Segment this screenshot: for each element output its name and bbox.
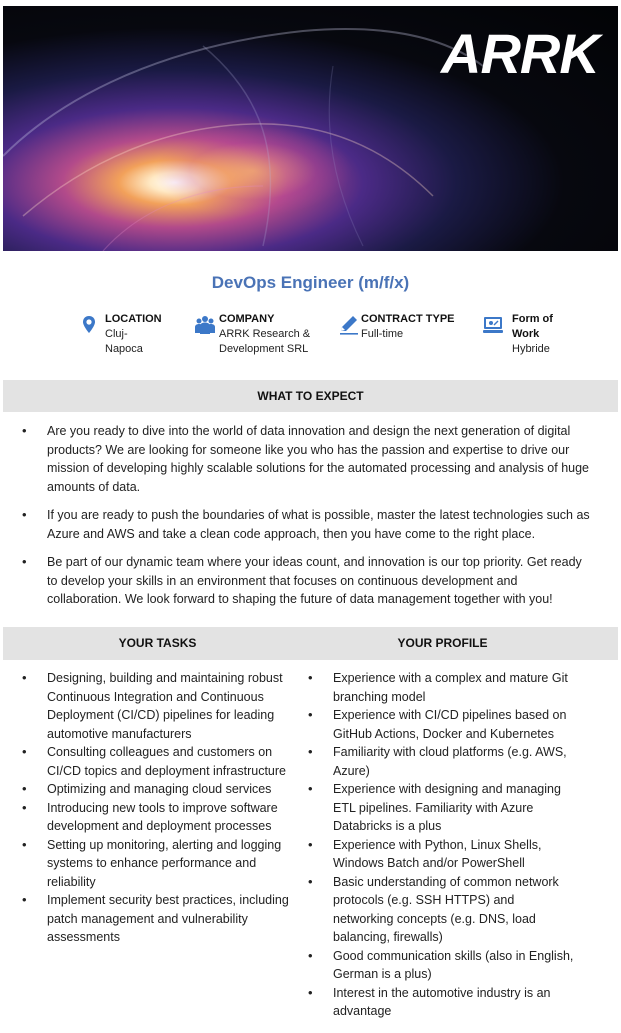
fact-company-value: ARRK Research & Development SRL: [219, 328, 311, 355]
fact-location-label: LOCATION: [105, 313, 162, 325]
your-profile-list: [333, 669, 578, 1021]
job-title: DevOps Engineer (m/f/x): [211, 273, 410, 292]
what-to-expect-list: [47, 422, 595, 619]
list-item: • Experience with CI/CD pipelines based on GitHub Actions, Docker and Kubernetes: [333, 706, 578, 743]
list-item: • If you are ready to push the boundaries of what is possible, master the latest technologies such as Azure and AWS and take a clean code approach, then you have come to the right place.: [47, 506, 595, 543]
fact-form-of-work-label: Form of Work: [512, 313, 553, 340]
list-item: • Introducing new tools to improve software development and deployment processes: [47, 799, 302, 836]
job-facts: [0, 312, 621, 362]
list-item: • Designing, building and maintaining robust Continuous Integration and Continuous Deployment (CI/CD) pipelines for leading automotive manufacturers: [47, 669, 302, 743]
list-item: • Basic understanding of common network protocols (e.g. SSH HTTPS) and networking concepts (e.g. DNS, load balancing, firewalls): [333, 873, 578, 947]
your-tasks-list: [47, 669, 302, 947]
list-item: • Interest in the automotive industry is an advantage: [333, 984, 578, 1021]
list-item: • Implement security best practices, including patch management and vulnerability assessments: [47, 891, 302, 947]
list-item: • Are you ready to dive into the world of data innovation and design the next generation of digital products? We are looking for someone like you who has the passion and expertise to drive our mission of developing highly scalable solutions for the automated processing and analysis of huge amounts of data.: [47, 422, 595, 496]
your-profile-heading: YOUR PROFILE: [397, 636, 488, 650]
fact-contract-value: Full-time: [361, 328, 404, 340]
section-header-tasks-profile: [3, 627, 618, 660]
list-item: • Setting up monitoring, alerting and logging systems to enhance performance and reliability: [47, 836, 302, 892]
company-people-icon: [194, 314, 216, 336]
list-item: • Experience with designing and managing ETL pipelines. Familiarity with Azure Databricks is a plus: [333, 780, 578, 836]
fact-company-label: COMPANY: [219, 313, 275, 325]
fact-form-of-work-value: Hybride: [512, 343, 550, 355]
fact-location-value: Cluj-Napoca: [105, 328, 143, 355]
fact-contract-label: CONTRACT TYPE: [361, 313, 455, 325]
computer-icon: [482, 314, 504, 336]
list-item: • Be part of our dynamic team where your ideas count, and innovation is our top priority. Get ready to develop your skills in an environment that focuses on continuous development and collaboration. We look forward to shaping the future of data management together with you!: [47, 553, 595, 609]
list-item: • Experience with a complex and mature Git branching model: [333, 669, 578, 706]
list-item: • Optimizing and managing cloud services: [47, 780, 302, 799]
location-pin-icon: [80, 314, 102, 336]
pen-icon: [338, 314, 360, 336]
list-item: • Familiarity with cloud platforms (e.g. AWS, Azure): [333, 743, 578, 780]
hero-banner: [3, 6, 618, 251]
list-item: • Good communication skills (also in English, German is a plus): [333, 947, 578, 984]
list-item: • Consulting colleagues and customers on CI/CD topics and deployment infrastructure: [47, 743, 302, 780]
arrk-logo: ARRK: [441, 22, 599, 85]
your-tasks-heading: YOUR TASKS: [118, 636, 197, 650]
section-header-what-to-expect: [3, 380, 618, 412]
list-item: • Experience with Python, Linux Shells, Windows Batch and/or PowerShell: [333, 836, 578, 873]
what-to-expect-heading: WHAT TO EXPECT: [257, 389, 364, 403]
